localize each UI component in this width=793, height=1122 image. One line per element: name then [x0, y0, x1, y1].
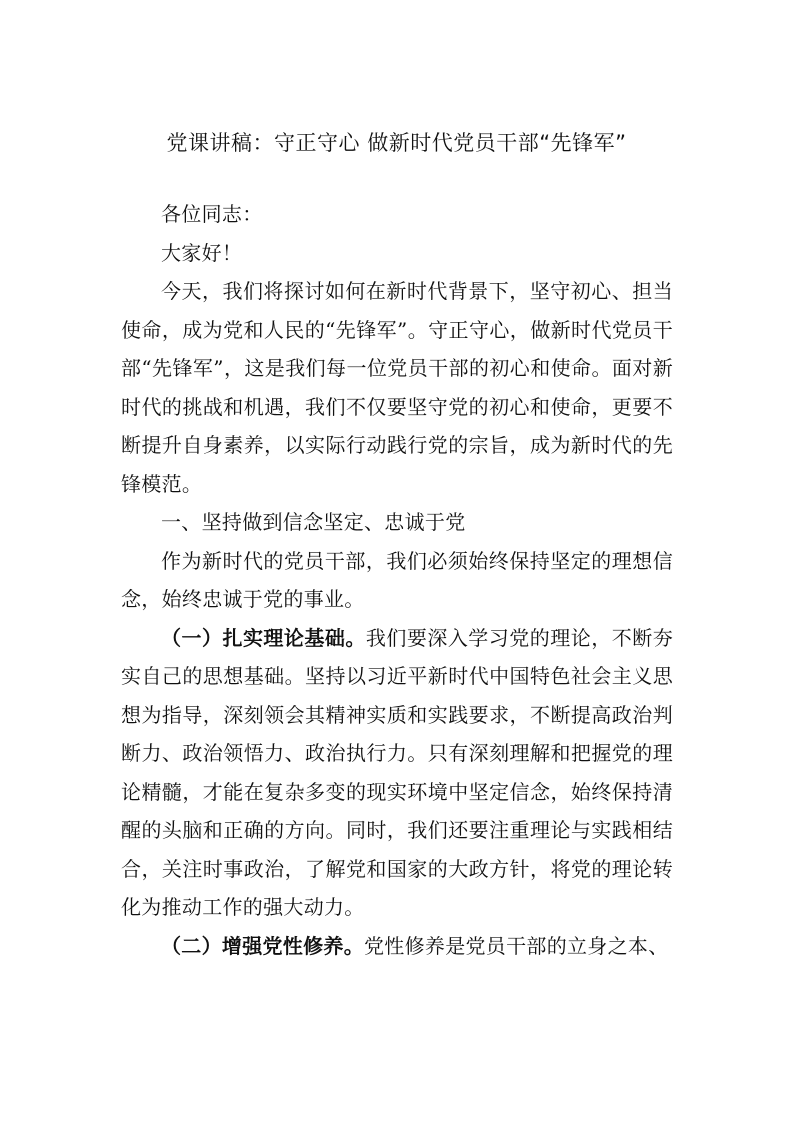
subsection-2-paragraph: [121, 927, 673, 966]
document-title: 党课讲稿：守正守心 做新时代党员干部“先锋军”: [166, 131, 627, 155]
section-1-heading: 一、坚持做到信念坚定、忠诚于党: [161, 510, 466, 534]
document-body: [121, 195, 673, 965]
subsection-1-body: 我们要深入学习党的理论，不断夯实自己的思想基础。坚持以习近平新时代中国特色社会主义思想为指导，深刻领会其精神实质和实践要求，不断提高政治判断力、政治领悟力、政治执行力。只有深刻理解和把握党的理论精髓，才能在复杂多变的现实环境中坚定信念，始终保持清醒的头脑和正确的方向。同时，我们还要注重理论与实践相结合，关注时事政治，了解党和国家的大政方针，将党的理论转化为推动工作的强大动力。: [121, 625, 673, 919]
subsection-1-paragraph: [121, 619, 673, 927]
intro-paragraph: 今天，我们将探讨如何在新时代背景下，坚守初心、担当使命，成为党和人民的“先锋军”。守正守心，做新时代党员干部“先锋军”，这是我们每一位党员干部的初心和使命。面对新时代的挑战和机遇，我们不仅要坚守党的初心和使命，更要不断提升自身素养，以实际行动践行党的宗旨，成为新时代的先锋模范。: [121, 279, 673, 496]
subsection-2-body: 党性修养是党员干部的立身之本、: [364, 933, 669, 958]
subsection-1-lead: （一）扎实理论基础。: [161, 625, 366, 650]
salutation: 各位同志：: [161, 202, 263, 226]
subsection-2-lead: （二）增强党性修养。: [161, 933, 364, 958]
section-1-intro-paragraph: 作为新时代的党员干部，我们必须始终保持坚定的理想信念，始终忠诚于党的事业。: [121, 548, 673, 611]
greeting: 大家好！: [161, 240, 243, 265]
